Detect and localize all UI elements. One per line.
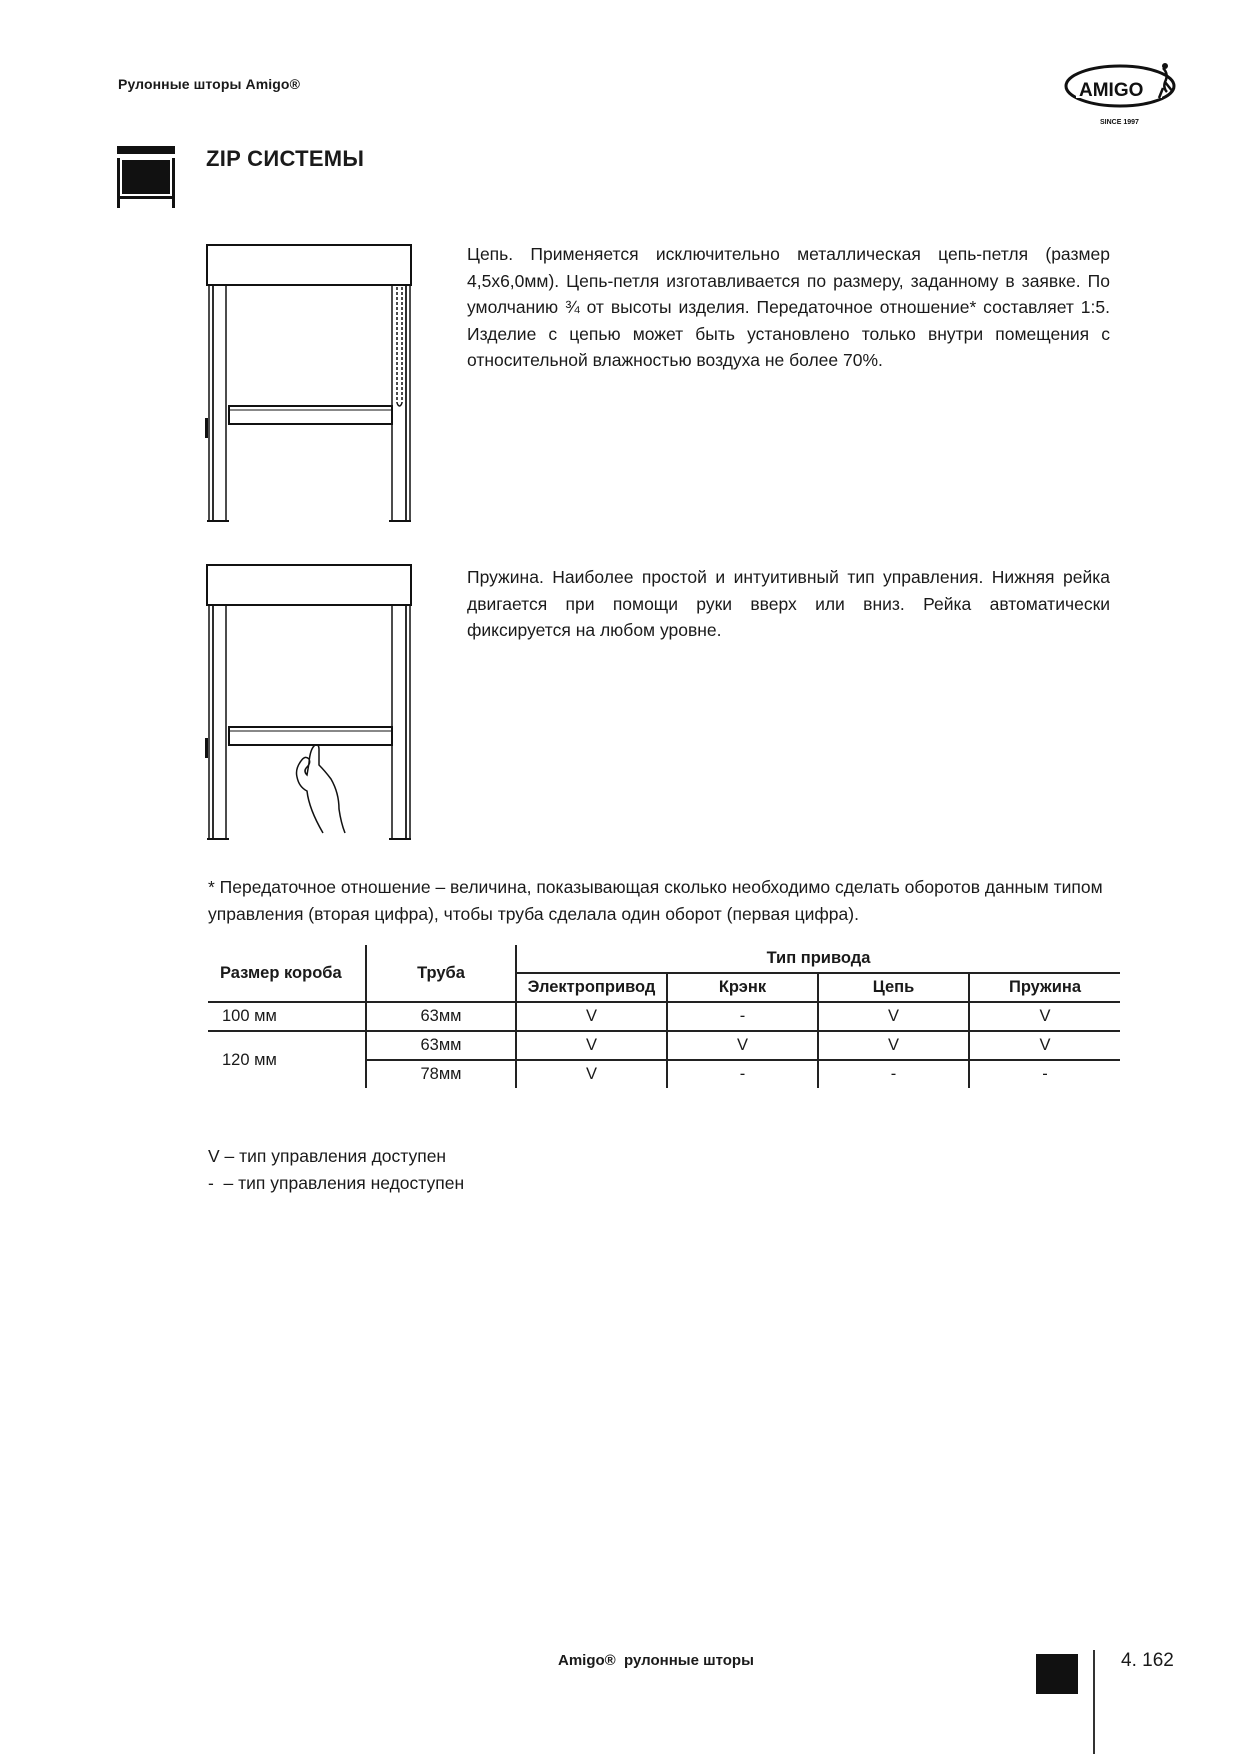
amigo-logo — [1062, 60, 1184, 130]
chain-control-drawing — [205, 243, 423, 523]
page-number: 4. 162 — [1121, 1650, 1174, 1671]
header-crank: Крэнк — [667, 973, 818, 1002]
roller-blind-icon — [117, 146, 175, 208]
header-spring: Пружина — [969, 973, 1120, 1002]
cell-value: V — [516, 1060, 667, 1088]
header-chain: Цепь — [818, 973, 969, 1002]
header-drive-type: Тип привода — [516, 945, 1120, 973]
footer-square — [1036, 1654, 1078, 1694]
cell-value: V — [969, 1031, 1120, 1060]
cell-value: V — [818, 1002, 969, 1031]
cell-box: 100 мм — [208, 1002, 366, 1031]
section-title: ZIP СИСТЕМЫ — [206, 146, 365, 171]
cell-value: V — [667, 1031, 818, 1060]
header-tube: Труба — [366, 945, 516, 1002]
cell-tube: 63мм — [366, 1002, 516, 1031]
svg-text:AMIGO: AMIGO — [1079, 80, 1144, 101]
table-row — [208, 1002, 1120, 1031]
cell-value: - — [969, 1060, 1120, 1088]
spring-control-description: Пружина. Наиболее простой и интуитивный тип управления. Нижняя рейка двигается при помощи руки вверх или вниз. Рейка автоматически фиксируется на любом уровне. — [467, 567, 1110, 640]
svg-text:SINCE 1997: SINCE 1997 — [1100, 119, 1139, 126]
cell-box: 120 мм — [222, 1050, 277, 1069]
legend-available: V – тип управления доступен — [208, 1146, 447, 1166]
footer-text: Amigo® рулонные шторы — [558, 1652, 754, 1669]
cell-value: V — [516, 1031, 667, 1060]
cell-value: V — [969, 1002, 1120, 1031]
cell-value: V — [516, 1002, 667, 1031]
cell-tube: 63мм — [366, 1031, 516, 1060]
cell-value: - — [667, 1060, 818, 1088]
cell-value: - — [818, 1060, 969, 1088]
spring-control-drawing — [205, 563, 423, 841]
chain-control-description: Цепь. Применяется исключительно металлическая цепь-петля (размер 4,5х6,0мм). Цепь-петля изготавливается по размеру, заданному в заявке. По умолчанию ¾ от высоты изделия. Передаточное отношение* составляет 1:5. Изделие с цепью может быть установлено только внутри помещения с относительной влажностью воздуха не более 70%. — [467, 244, 1110, 370]
drive-types-table — [208, 945, 1120, 1088]
cell-tube: 78мм — [366, 1060, 516, 1088]
gear-ratio-footnote: * Передаточное отношение – величина, показывающая сколько необходимо сделать оборотов данным типом управления (вторая цифра), чтобы труба сделала один оборот (первая цифра). — [208, 877, 1103, 924]
legend-unavailable: - – тип управления недоступен — [208, 1173, 465, 1193]
header-title: Рулонные шторы Amigo® — [118, 76, 301, 92]
table-row — [208, 1031, 1120, 1060]
footer-divider — [1093, 1650, 1095, 1754]
header-box-size: Размер короба — [208, 945, 366, 1002]
legend — [208, 1143, 464, 1197]
cell-value: - — [667, 1002, 818, 1031]
cell-value: V — [818, 1031, 969, 1060]
header-electric: Электропривод — [516, 973, 667, 1002]
